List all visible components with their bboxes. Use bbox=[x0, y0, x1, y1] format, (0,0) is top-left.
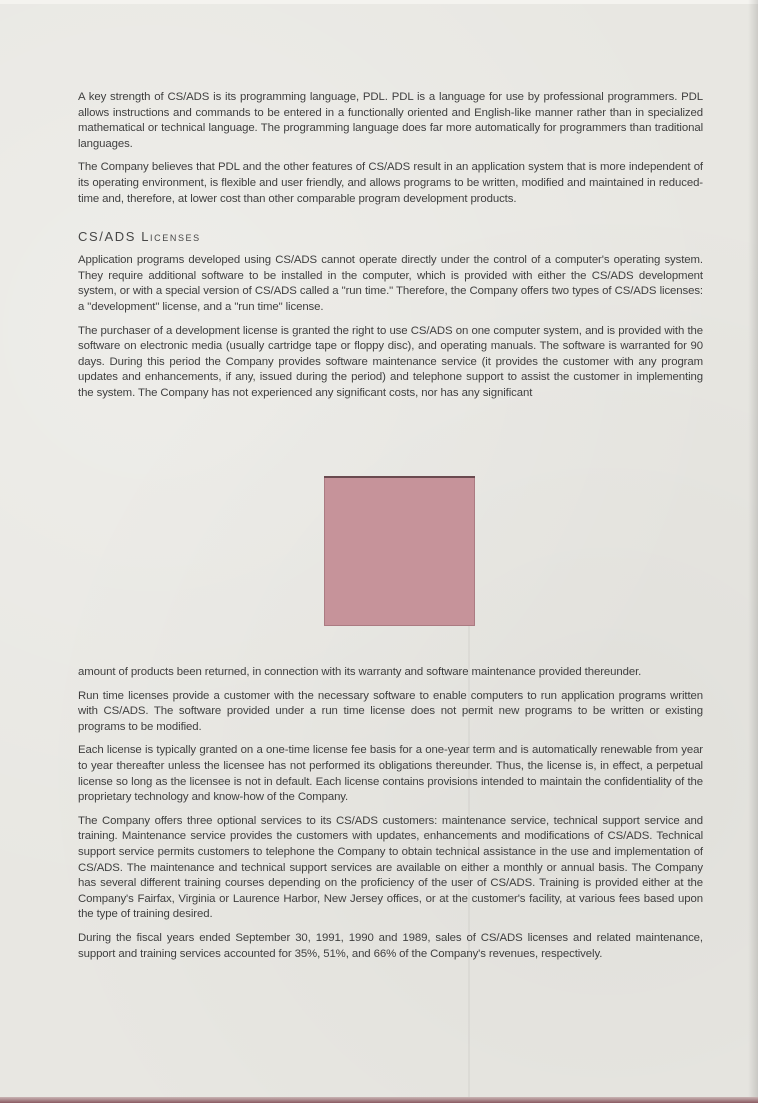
page-top-edge bbox=[0, 0, 758, 4]
paragraph-development-license: The purchaser of a development license is granted the right to use CS/ADS on one computer system, and is provided with the software on electronic media (usually cartridge tape or floppy disc), and operating manuals. The software is warranted for 90 days. During this period the Company provides software maintenance service (it provides the customer with any program updates and enhancements, if any, issued during the period) and telephone support to assist the customer in implementing the system. The Company has not experienced any significant costs, nor has any significant bbox=[78, 324, 703, 399]
paragraph-pdl-strength: A key strength of CS/ADS is its programming language, PDL. PDL is a language for use by professional programmers. PDL allows instructions and commands to be entered in a functionally oriented and English-like manner rather than in specialized mathematical or technical language. The programming language does far more automatically for programmers than traditional languages. bbox=[78, 91, 703, 150]
bottom-border-band bbox=[0, 1097, 758, 1103]
paragraph-license-terms: Each license is typically granted on a one-time license fee basis for a one-year term and is automatically renewable from year to year thereafter unless the licensee has not performed its obligations thereunder. Thus, the license is, in effect, a perpetual license so long as the licensee is not in default. Each license contains provisions intended to maintain the confidentiality of the proprietary technology and know-how of the Company. bbox=[78, 744, 703, 804]
section-heading-licenses: CS/ADS Licenses bbox=[78, 229, 201, 245]
paragraph-optional-services: The Company offers three optional services to its CS/ADS customers: maintenance service, technical support service and training. Maintenance service provides the customers with updates, enhancements and modifications of CS/ADS. Technical support service permits customers to telephone the Company to obtain technical assistance in the use and implementation of CS/ADS. The maintenance and technical support services are available on either a monthly or annual basis. The Company has several different training courses depending on the proficiency of the user of CS/ADS. Training is provided either at the Company's Fairfax, Virginia or Laurence Harbor, New Jersey offices, or at the customer's facility, at various fees based upon the type of training desired. bbox=[78, 814, 703, 921]
paragraph-warranty-continuation: amount of products been returned, in connection with its warranty and software maintenance provided thereunder. bbox=[78, 666, 642, 678]
upper-text-block bbox=[78, 90, 703, 410]
paragraph-run-time-licenses: Run time licenses provide a customer with the necessary software to enable computers to run application programs written with CS/ADS. The software provided under a run time license does not permit new programs to be written or existing programs to be modified. bbox=[78, 689, 703, 733]
paragraph-pdl-benefits: The Company believes that PDL and the other features of CS/ADS result in an application system that is more independent of its operating environment, is flexible and user friendly, and allows programs to be written, modified and maintained in reduced-time and, therefore, at lower cost than other comparable program development products. bbox=[78, 161, 703, 205]
paragraph-license-types: Application programs developed using CS/ADS cannot operate directly under the control of a computer's operating system. They require additional software to be installed in the computer, which is provided with either the CS/ADS development system, or with a special version of CS/ADS called a "run time." Therefore, the Company offers two types of CS/ADS licenses: a "development" license, and a "run time" license. bbox=[78, 254, 703, 313]
page-right-edge-shadow bbox=[748, 0, 758, 1103]
paragraph-revenue-share: During the fiscal years ended September 30, 1991, 1990 and 1989, sales of CS/ADS licenses and related maintenance, support and training services accounted for 35%, 51%, and 66% of the Company's revenues, respectively. bbox=[78, 931, 703, 960]
lower-text-block bbox=[78, 665, 703, 970]
color-swatch-photo bbox=[324, 476, 475, 626]
